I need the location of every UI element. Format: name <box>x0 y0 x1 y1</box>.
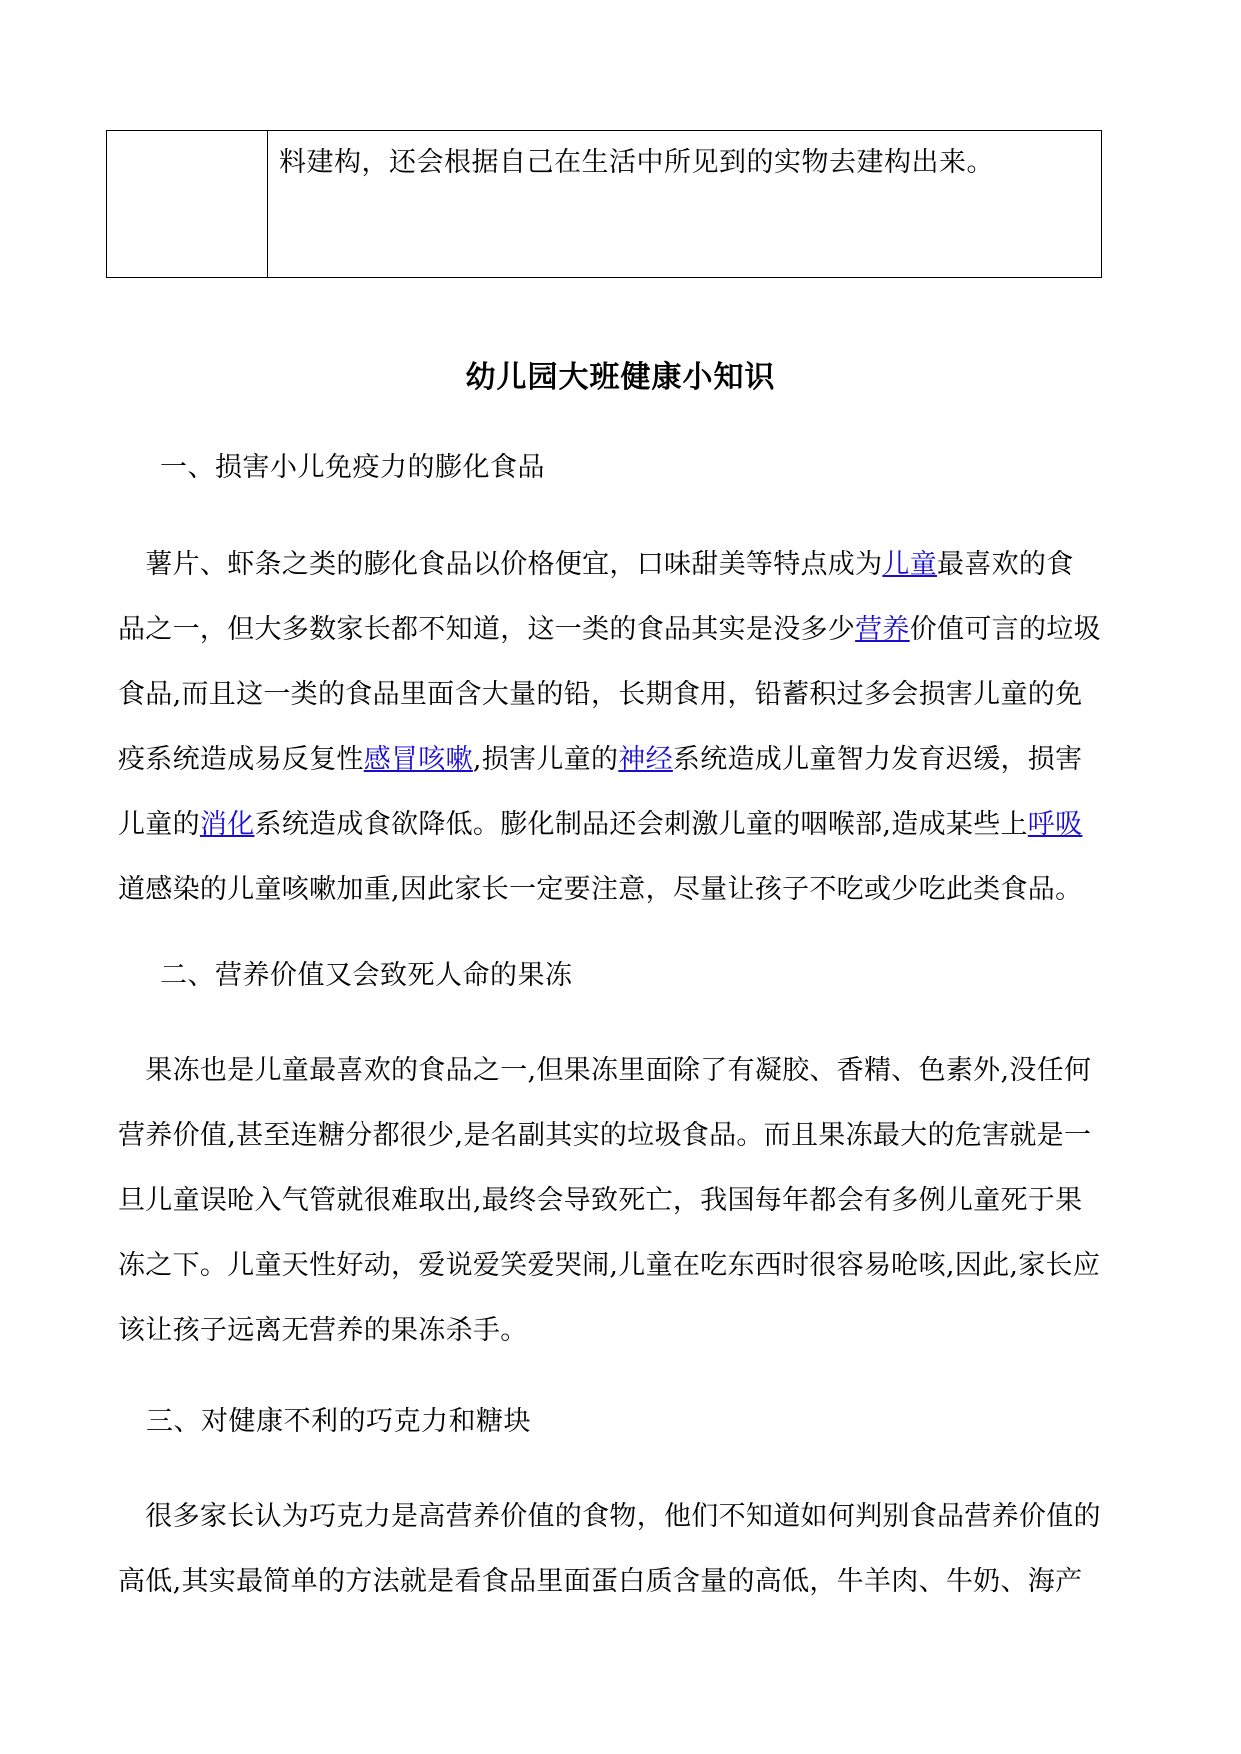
section-heading-2: 二、营养价值又会致死人命的果冻 <box>160 960 573 991</box>
page-title: 幼儿园大班健康小知识 <box>465 360 776 395</box>
table-right-cell-text: 料建构，还会根据自己在生活中所见到的实物去建构出来。 <box>279 147 994 178</box>
paragraph-line: 道感染的儿童咳嗽加重,因此家长一定要注意，尽量让孩子不吃或少吃此类食品。 <box>118 874 1083 905</box>
paragraph-line: 冻之下。儿童天性好动，爱说爱笑爱哭闹,儿童在吃东西时很容易呛咳,因此,家长应 <box>118 1250 1101 1281</box>
section-paragraph-1 <box>118 532 1168 922</box>
section-paragraph-3 <box>118 1484 1168 1614</box>
paragraph-line: 儿童的消化系统造成食欲降低。膨化制品还会刺激儿童的咽喉部,造成某些上呼吸 <box>118 809 1083 840</box>
table-left-cell <box>107 131 268 277</box>
paragraph-line: 高低,其实最简单的方法就是看食品里面蛋白质含量的高低，牛羊肉、牛奶、海产 <box>118 1566 1083 1597</box>
hyperlink[interactable]: 儿童 <box>882 549 938 580</box>
hyperlink[interactable]: 营养 <box>855 614 910 645</box>
paragraph-line: 薯片、虾条之类的膨化食品以价格便宜，口味甜美等特点成为儿童最喜欢的食 <box>118 549 1074 580</box>
section-heading-1: 一、损害小儿免疫力的膨化食品 <box>160 452 545 483</box>
paragraph-line: 营养价值,甚至连糖分都很少,是名副其实的垃圾食品。而且果冻最大的危害就是一 <box>118 1120 1092 1151</box>
paragraph-line: 食品,而且这一类的食品里面含大量的铅，长期食用，铅蓄积过多会损害儿童的免 <box>118 679 1083 710</box>
hyperlink[interactable]: 消化 <box>199 809 255 840</box>
section-heading-3: 三、对健康不利的巧克力和糖块 <box>146 1406 531 1437</box>
paragraph-line: 果冻也是儿童最喜欢的食品之一,但果冻里面除了有凝胶、香精、色素外,没任何 <box>118 1055 1092 1086</box>
hyperlink[interactable]: 呼吸 <box>1027 809 1083 840</box>
paragraph-line: 很多家长认为巧克力是高营养价值的食物，他们不知道如何判别食品营养价值的 <box>118 1501 1101 1532</box>
paragraph-line: 旦儿童误呛入气管就很难取出,最终会导致死亡，我国每年都会有多例儿童死于果 <box>118 1185 1083 1216</box>
hyperlink[interactable]: 神经 <box>618 744 673 775</box>
table-fragment <box>106 130 1102 278</box>
section-paragraph-2 <box>118 1038 1168 1363</box>
paragraph-line: 品之一，但大多数家长都不知道，这一类的食品其实是没多少营养价值可言的垃圾 <box>118 614 1101 645</box>
paragraph-line: 疫系统造成易反复性感冒咳嗽,损害儿童的神经系统造成儿童智力发育迟缓，损害 <box>118 744 1083 775</box>
paragraph-line: 该让孩子远离无营养的果冻杀手。 <box>118 1315 528 1346</box>
hyperlink[interactable]: 感冒咳嗽 <box>363 744 473 775</box>
